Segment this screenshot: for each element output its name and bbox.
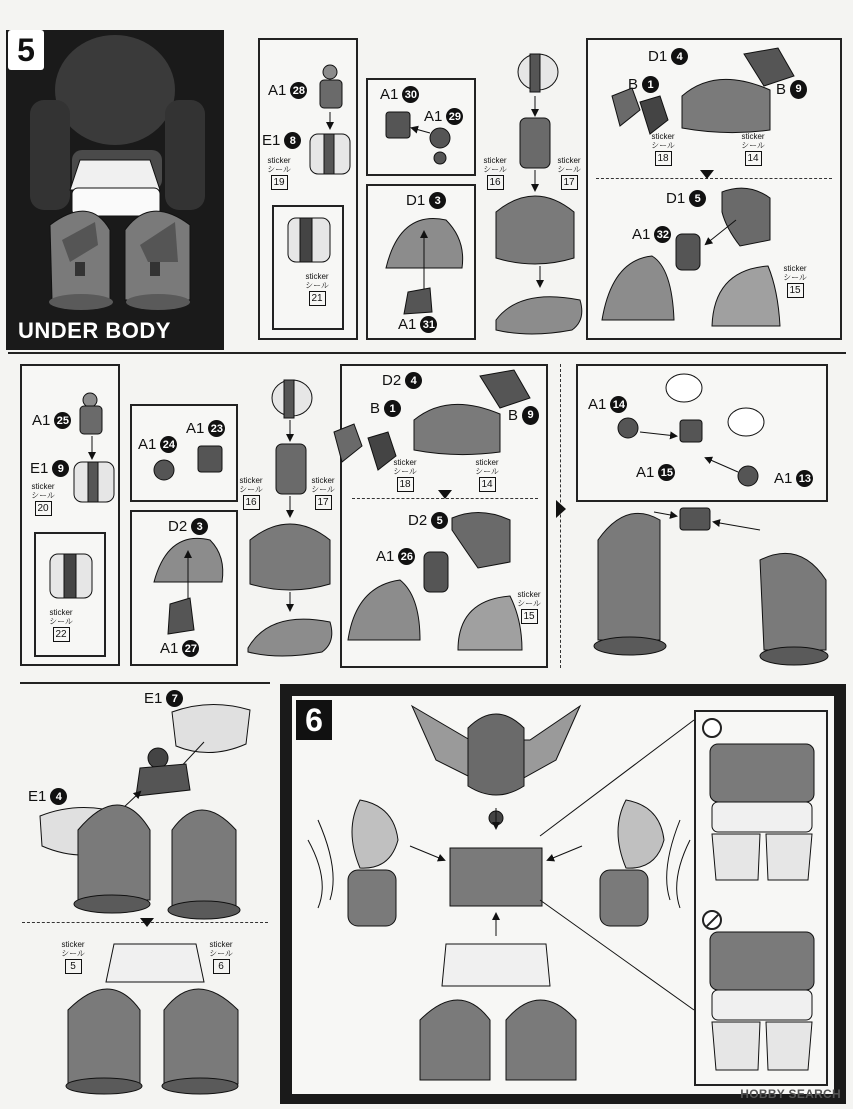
sticker-15-mid: sticker シール 15 <box>517 590 541 622</box>
sticker-17-mid: sticker シール 17 <box>311 476 335 508</box>
label-a1-30: A1 30 <box>380 86 419 103</box>
label-a1-13: A1 13 <box>774 470 813 487</box>
upper-down-arrow-icon <box>700 170 714 179</box>
sticker-18: sticker シール 18 <box>651 132 675 164</box>
label-b-9-mid: B 9 <box>508 406 539 425</box>
step-6-parts <box>308 706 814 1080</box>
lower-left-parts <box>40 704 250 1094</box>
label-a1-31: A1 31 <box>398 316 437 333</box>
label-a1-25: A1 25 <box>32 412 71 429</box>
under-body-title: UNDER BODY <box>18 318 171 343</box>
mid-down-arrow-icon <box>438 490 452 499</box>
sticker-19: sticker シール 19 <box>267 156 291 188</box>
lower-down-arrow-icon <box>140 918 154 927</box>
label-d1-4: D1 4 <box>648 48 688 65</box>
label-d2-5: D2 5 <box>408 512 448 529</box>
label-e1-7: E1 7 <box>144 690 183 707</box>
sticker-17: sticker シール 17 <box>557 156 581 188</box>
label-a1-24: A1 24 <box>138 436 177 453</box>
label-e1-4: E1 4 <box>28 788 67 805</box>
hero-robot-drawing <box>30 35 205 310</box>
label-a1-28 <box>268 82 307 99</box>
mid-right-arrow-icon <box>556 500 566 518</box>
label-a1-14: A1 14 <box>588 396 627 413</box>
label-a1-32: A1 32 <box>632 226 671 243</box>
label-d1-5: D1 5 <box>666 190 706 207</box>
label-a1-23: A1 23 <box>186 420 225 437</box>
label-a1-27: A1 27 <box>160 640 199 657</box>
label-a1-15: A1 15 <box>636 464 675 481</box>
part-number-icon: 28 <box>290 82 307 99</box>
label-d2-3: D2 3 <box>168 518 208 535</box>
upper-parts <box>288 48 794 334</box>
sticker-22: sticker シール 22 <box>49 608 73 640</box>
sticker-16: sticker シール 16 <box>483 156 507 188</box>
sticker-15-upper: sticker シール 15 <box>783 264 807 296</box>
hobby-search-watermark: HOBBY SEARCH <box>740 1087 841 1101</box>
step-6-badge: 6 <box>296 700 332 740</box>
label-d1-3: D1 3 <box>406 192 446 209</box>
label-d2-4: D2 4 <box>382 372 422 389</box>
label-b-1-mid: B 1 <box>370 400 401 417</box>
sticker-5: sticker シール 5 <box>61 940 85 972</box>
label-a1-29: A1 29 <box>424 108 463 125</box>
sticker-14-mid: sticker シール 14 <box>475 458 499 490</box>
sticker-6: sticker シール 6 <box>209 940 233 972</box>
sticker-14: sticker シール 14 <box>741 132 765 164</box>
sticker-20: sticker シール 20 <box>31 482 55 514</box>
sticker-21: sticker シール 21 <box>305 272 329 304</box>
label-e1-8: E1 8 <box>262 132 301 149</box>
sticker-18-mid: sticker シール 18 <box>393 458 417 490</box>
label-e1-9: E1 9 <box>30 460 69 477</box>
label-b-1: B 1 <box>628 76 659 93</box>
label-a1-26: A1 26 <box>376 548 415 565</box>
part: A1 <box>268 82 287 99</box>
label-b-9: B 9 <box>776 80 807 99</box>
sticker-16-mid: sticker シール 16 <box>239 476 263 508</box>
step-5-badge: 5 <box>8 30 44 70</box>
